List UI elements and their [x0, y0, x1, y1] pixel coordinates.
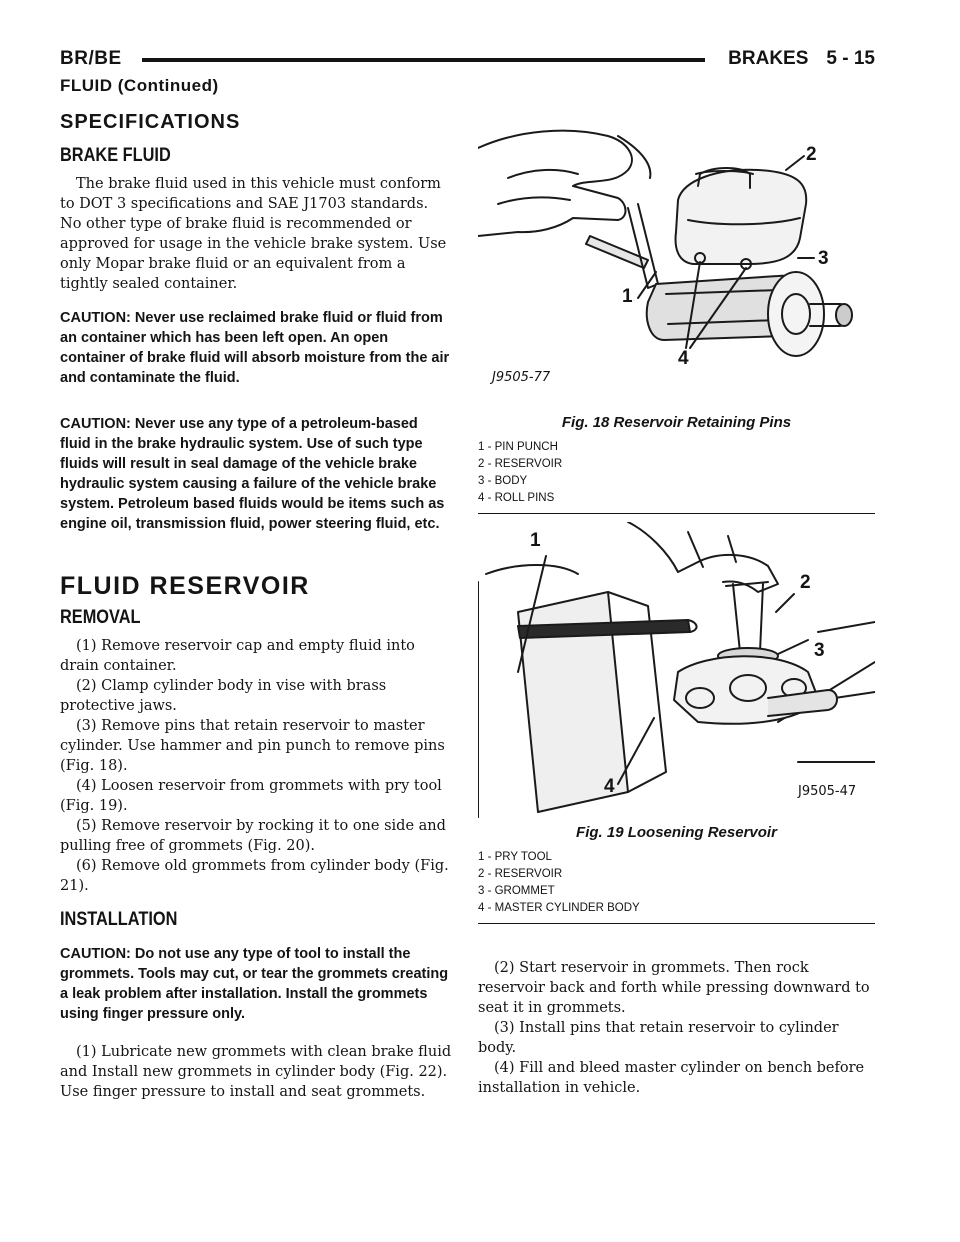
- fig19-callout-1: 1: [530, 530, 541, 551]
- header-right: [728, 48, 875, 70]
- loosening-reservoir-drawing: [478, 522, 875, 818]
- caution-petroleum-fluid: CAUTION: Never use any type of a petroleum-based fluid in the brake hydraulic system. Use of such type fluids will result in seal damage of the vehicle brake hydraulic system causing a failure of the vehicle brake system. Petroleum based fluids would be items such as engine oil, transmission fluid, power steering fluid, etc.: [60, 416, 445, 532]
- fig19-callout-2: 2: [800, 572, 811, 593]
- removal-step: (6) Remove old grommets from cylinder body (Fig. 21).: [60, 858, 449, 894]
- install-step: (1) Lubricate new grommets with clean brake fluid and Install new grommets in cylinder body (Fig. 22). Use finger pressure to install and seat grommets.: [60, 1044, 452, 1100]
- page-header: [60, 44, 875, 78]
- installation-heading: INSTALLATION: [60, 909, 178, 930]
- header-rule: [142, 58, 705, 62]
- legend-item: 3 - GROMMET: [478, 885, 555, 897]
- install-step: (4) Fill and bleed master cylinder on bench before installation in vehicle.: [478, 1060, 865, 1096]
- legend-item: 1 - PIN PUNCH: [478, 441, 558, 453]
- legend-item: 2 - RESERVOIR: [478, 458, 563, 470]
- figure-19-illustration: [478, 522, 875, 818]
- removal-step: (5) Remove reservoir by rocking it to one side and pulling free of grommets (Fig. 20).: [60, 818, 446, 854]
- left-column: [60, 112, 452, 1102]
- fluid-reservoir-heading: FLUID RESERVOIR: [60, 572, 310, 600]
- caution-reclaimed-fluid: CAUTION: Never use reclaimed brake fluid or fluid from an container which has been left open. An open container of brake fluid will absorb moisture from the air and contaminate the fluid.: [60, 310, 450, 386]
- removal-step: (1) Remove reservoir cap and empty fluid into drain container.: [60, 638, 415, 674]
- fig18-callout-4: 4: [678, 348, 689, 369]
- page-number: 5 - 15: [826, 48, 875, 69]
- section-name: BRAKES: [728, 48, 809, 69]
- fig19-callout-3: 3: [814, 640, 825, 661]
- fig19-legend: [478, 849, 875, 917]
- figure-19: [478, 522, 875, 924]
- brake-fluid-heading: BRAKE FLUID: [60, 145, 171, 166]
- fig18-callout-2: 2: [806, 144, 817, 165]
- fig19-callout-4: 4: [604, 776, 615, 797]
- legend-item: 3 - BODY: [478, 475, 528, 487]
- removal-steps: [60, 636, 452, 896]
- right-column: [478, 958, 875, 1098]
- install-step: (2) Start reservoir in grommets. Then rock reservoir back and forth while pressing downward to seat it in grommets.: [478, 960, 870, 1016]
- fig18-caption: Fig. 18 Reservoir Retaining Pins: [561, 414, 792, 431]
- removal-step: (3) Remove pins that retain reservoir to master cylinder. Use hammer and pin punch to remove pins (Fig. 18).: [60, 718, 445, 774]
- fig18-legend: [478, 439, 875, 507]
- removal-step: (2) Clamp cylinder body in vise with brass protective jaws.: [60, 678, 387, 714]
- fig19-id: J9505-47: [798, 784, 857, 799]
- removal-heading: REMOVAL: [60, 607, 141, 628]
- removal-step: (4) Loosen reservoir from grommets with pry tool (Fig. 19).: [60, 778, 442, 814]
- figure-18-illustration: [478, 108, 875, 408]
- fig18-rule: [478, 513, 875, 514]
- caution-no-tools: CAUTION: Do not use any type of tool to install the grommets. Tools may cut, or tear the grommets creating a leak problem after installation. Install the grommets using finger pressure only.: [60, 946, 449, 1022]
- legend-item: 4 - MASTER CYLINDER BODY: [478, 902, 640, 914]
- fig18-callout-1: 1: [622, 286, 633, 307]
- fig19-caption: Fig. 19 Loosening Reservoir: [576, 824, 777, 841]
- legend-item: 2 - RESERVOIR: [478, 868, 563, 880]
- legend-item: 4 - ROLL PINS: [478, 492, 555, 504]
- install-step: (3) Install pins that retain reservoir to cylinder body.: [478, 1020, 839, 1056]
- fig18-callout-3: 3: [818, 248, 829, 269]
- manual-code: BR/BE: [60, 48, 122, 69]
- brake-fluid-paragraph: The brake fluid used in this vehicle must conform to DOT 3 specifications and SAE J1703 standards. No other type of brake fluid is recommended or approved for usage in the vehicle brake system. Use only Mopar brake fluid or an equivalent from a tightly sealed container.: [60, 176, 447, 292]
- specifications-heading: SPECIFICATIONS: [60, 111, 241, 133]
- figure-18: [478, 108, 875, 514]
- fig19-rule: [478, 923, 875, 924]
- fig18-id: J9505-77: [492, 370, 551, 385]
- continued-label: FLUID (Continued): [60, 76, 219, 95]
- legend-item: 1 - PRY TOOL: [478, 851, 552, 863]
